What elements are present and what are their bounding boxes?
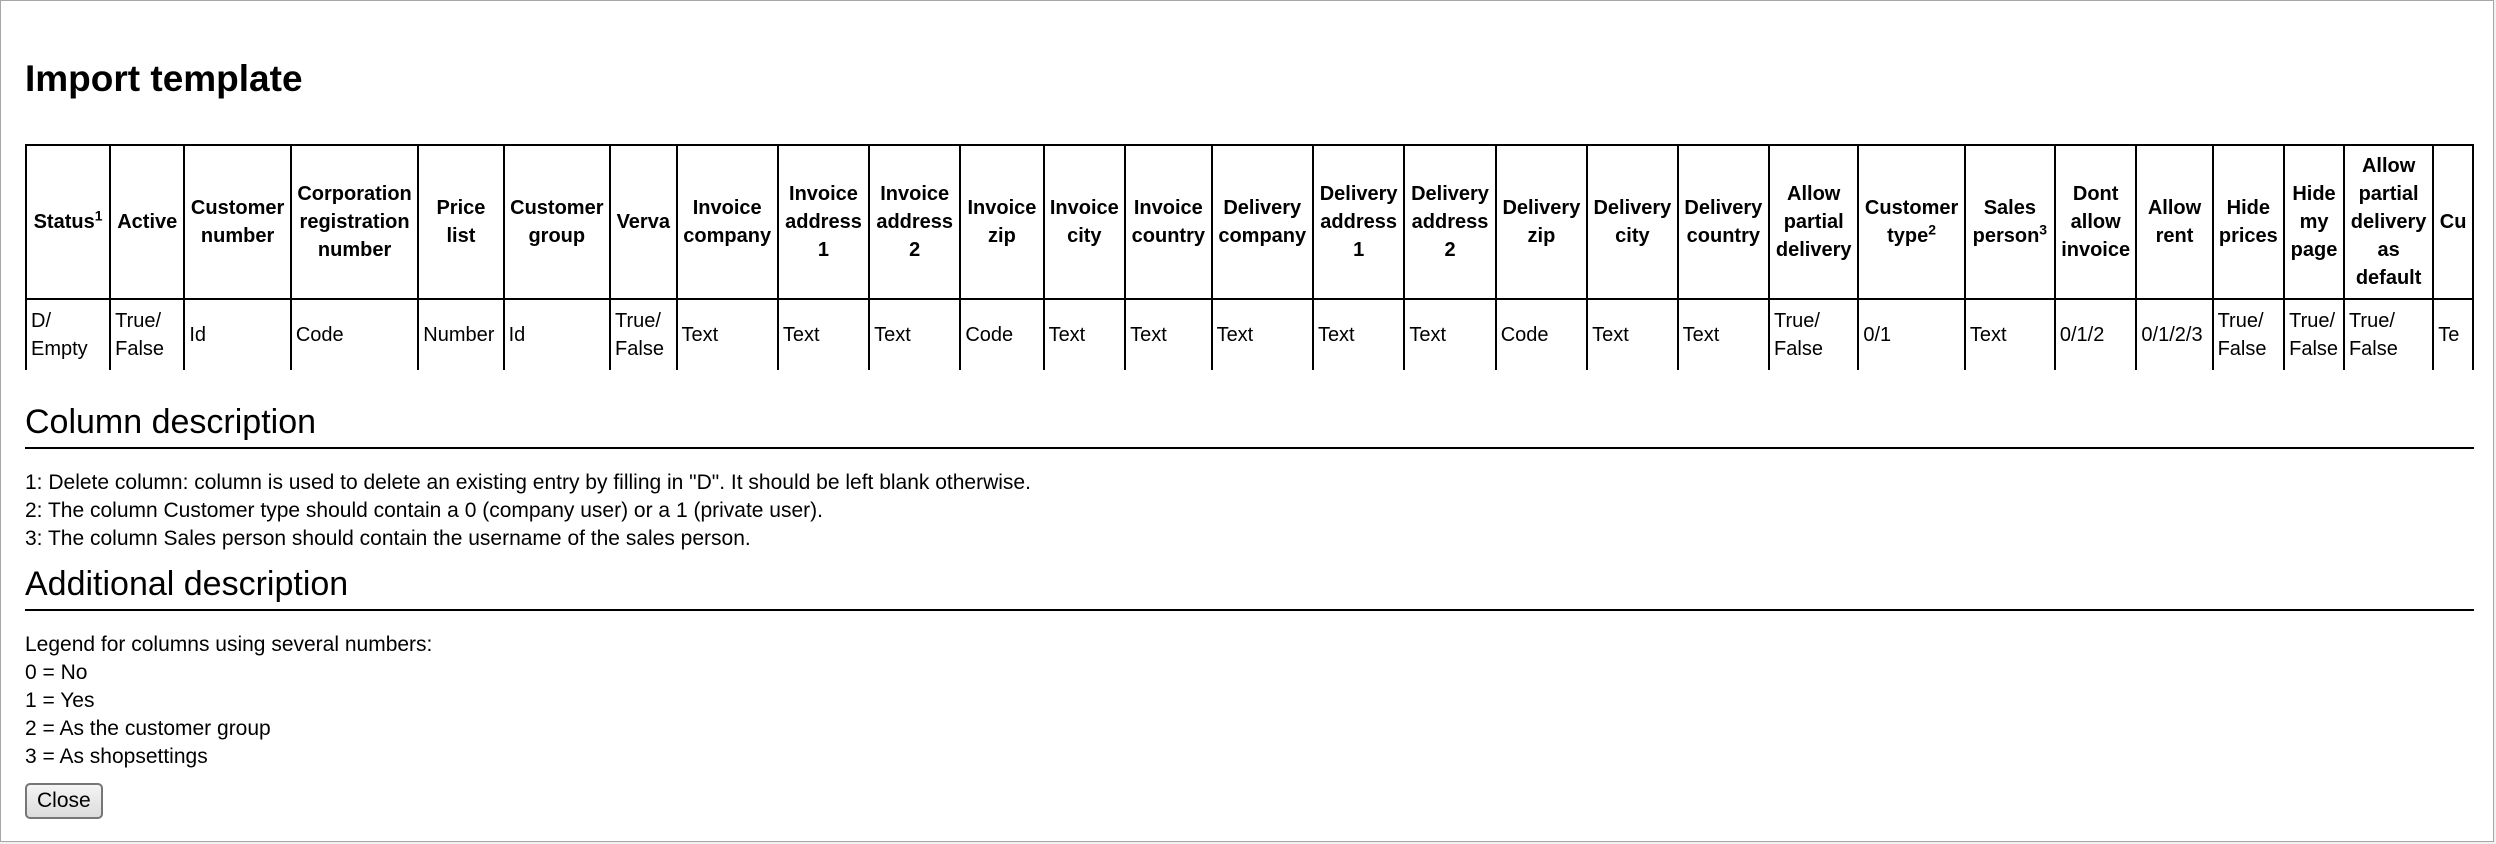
column-header-label: Customer type — [1864, 197, 1959, 247]
column-header-label: Delivery address 2 — [1411, 183, 1489, 261]
table-cell: Text — [1587, 299, 1678, 370]
column-description-list — [25, 469, 1031, 553]
column-header-label: Delivery country — [1684, 197, 1763, 247]
additional-description-list — [25, 631, 432, 771]
column-header — [869, 145, 960, 299]
table-cell: Text — [1965, 299, 2055, 370]
table-cell: True/ False — [2213, 299, 2285, 370]
table-cell: True/ False — [2284, 299, 2344, 370]
column-header — [1587, 145, 1678, 299]
column-header-label: Status — [33, 211, 95, 233]
table-cell: True/ False — [110, 299, 184, 370]
column-header-label: Verva — [616, 211, 670, 233]
additional-description-line: 2 = As the customer group — [25, 717, 271, 740]
column-header — [1496, 145, 1587, 299]
table-header-row — [26, 145, 2473, 299]
column-header-label: Price list — [436, 197, 486, 247]
column-header — [2055, 145, 2137, 299]
column-header-label: Invoice city — [1049, 197, 1119, 247]
table-row — [26, 299, 2473, 370]
table-cell: Text — [677, 299, 778, 370]
column-header-label: Invoice company — [683, 197, 772, 247]
column-header — [1044, 145, 1126, 299]
column-description-line: 1: Delete column: column is used to delete an existing entry by filling in "D". It should be left blank otherwise. — [25, 471, 1031, 494]
column-header — [677, 145, 778, 299]
table-cell: Text — [1044, 299, 1126, 370]
column-header — [2433, 145, 2473, 299]
column-header-label: Sales person — [1972, 197, 2040, 247]
column-header — [1125, 145, 1211, 299]
column-header — [1313, 145, 1404, 299]
table-cell: True/ False — [2344, 299, 2433, 370]
column-header — [418, 145, 503, 299]
column-description-line: 3: The column Sales person should contain the username of the sales person. — [25, 527, 751, 550]
table-cell: 0/1 — [1858, 299, 1964, 370]
table-cell: Id — [184, 299, 290, 370]
table-cell: Number — [418, 299, 503, 370]
column-header — [1769, 145, 1858, 299]
column-header — [610, 145, 676, 299]
column-header — [1212, 145, 1313, 299]
table-cell: Text — [1404, 299, 1495, 370]
column-header — [778, 145, 869, 299]
column-header — [2284, 145, 2344, 299]
dialog-title: Import template — [25, 58, 303, 99]
column-header — [2344, 145, 2433, 299]
column-header-label: Delivery address 1 — [1319, 183, 1398, 261]
additional-description-title: Additional description — [25, 563, 2474, 611]
column-header-label: Allow rent — [2147, 197, 2202, 247]
table-cell: Code — [1496, 299, 1587, 370]
column-header-label: Cu — [2439, 211, 2467, 233]
table-cell: Code — [291, 299, 418, 370]
column-header-label: Invoice country — [1131, 197, 1205, 247]
column-header — [1404, 145, 1495, 299]
column-header-label: Delivery company — [1218, 197, 1307, 247]
column-header — [2136, 145, 2212, 299]
column-header — [2213, 145, 2285, 299]
column-header-label: Invoice address 1 — [785, 183, 862, 261]
table-cell: 0/1/2 — [2055, 299, 2137, 370]
additional-description-line: 1 = Yes — [25, 689, 95, 712]
column-header-label: Delivery zip — [1502, 197, 1581, 247]
column-header-label: Invoice address 2 — [876, 183, 954, 261]
column-header — [1678, 145, 1769, 299]
column-header-label: Customer group — [510, 197, 604, 247]
column-header-label: Hide my page — [2290, 183, 2338, 261]
footnote-marker: 2 — [1928, 221, 1937, 238]
table-cell: Text — [1212, 299, 1313, 370]
column-header-label: Customer number — [190, 197, 285, 247]
additional-description-line: 3 = As shopsettings — [25, 745, 208, 768]
column-header — [291, 145, 418, 299]
column-header — [26, 145, 110, 299]
table-cell: Text — [1313, 299, 1404, 370]
column-header-label: Active — [117, 211, 178, 233]
column-header-label: Dont allow invoice — [2061, 183, 2131, 261]
table-cell: Text — [1678, 299, 1769, 370]
column-header — [504, 145, 610, 299]
column-header-label: Allow partial delivery — [1775, 183, 1852, 261]
table-cell: Te — [2433, 299, 2473, 370]
template-table — [25, 144, 2474, 370]
additional-description-line: 0 = No — [25, 661, 88, 684]
column-header-label: Delivery city — [1593, 197, 1672, 247]
column-header-label: Allow partial delivery as default — [2350, 155, 2427, 289]
table-cell: Text — [778, 299, 869, 370]
table-cell: Id — [504, 299, 610, 370]
column-header — [1965, 145, 2055, 299]
table-cell: Text — [1125, 299, 1211, 370]
column-header — [960, 145, 1043, 299]
column-header — [110, 145, 184, 299]
table-cell: True/ False — [1769, 299, 1858, 370]
column-description-line: 2: The column Customer type should contain a 0 (company user) or a 1 (private user). — [25, 499, 823, 522]
column-header-label: Corporation registration number — [297, 183, 412, 261]
column-description-title: Column description — [25, 401, 2474, 449]
footnote-marker: 1 — [94, 207, 103, 224]
column-header — [1858, 145, 1964, 299]
table-cell: Code — [960, 299, 1043, 370]
footnote-marker: 3 — [2039, 221, 2048, 238]
column-header-label: Invoice zip — [967, 197, 1037, 247]
table-cell: Text — [869, 299, 960, 370]
additional-description-line: Legend for columns using several numbers: — [25, 633, 433, 656]
table-cell: 0/1/2/3 — [2136, 299, 2212, 370]
close-button[interactable]: Close — [25, 783, 103, 819]
column-header-label: Hide prices — [2218, 197, 2278, 247]
table-cell: D/ Empty — [26, 299, 110, 370]
table-cell: True/ False — [610, 299, 676, 370]
column-header — [184, 145, 290, 299]
template-table-scroll[interactable] — [25, 144, 2474, 370]
